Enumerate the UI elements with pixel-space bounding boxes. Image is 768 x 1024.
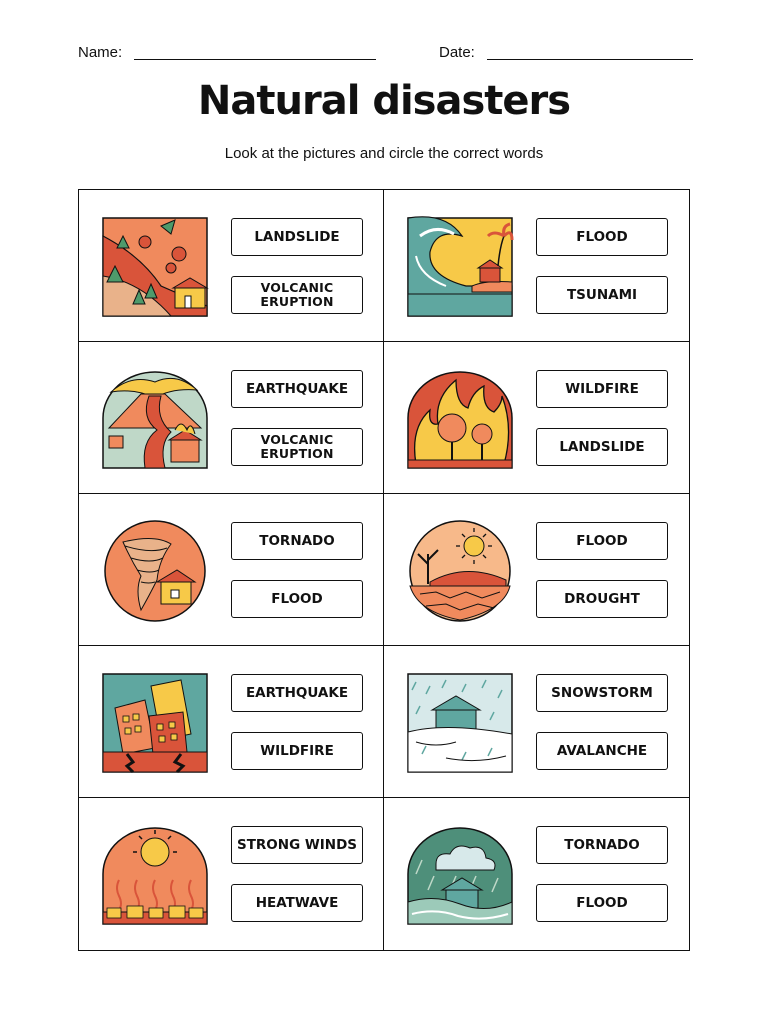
card-heatwave [79,798,384,950]
card-volcanic-eruption [79,342,384,494]
date-label: Date: [439,44,475,61]
tsunami-icon [406,216,514,318]
name-label: Name: [78,44,123,61]
option-strong-winds[interactable]: STRONG WINDS [231,826,363,864]
option-heatwave[interactable]: HEATWAVE [231,884,363,922]
option-flood[interactable]: FLOOD [231,580,363,618]
card-drought [384,494,689,646]
header-fields [78,42,694,64]
disaster-grid [78,189,690,951]
option-drought[interactable]: DROUGHT [536,580,668,618]
option-tornado[interactable]: TORNADO [231,522,363,560]
card-tornado [79,494,384,646]
option-flood[interactable]: FLOOD [536,522,668,560]
earthquake-icon [101,672,209,774]
option-wildfire[interactable]: WILDFIRE [231,732,363,770]
drought-icon [406,520,514,622]
option-flood[interactable]: FLOOD [536,218,668,256]
option-volcanic-eruption[interactable]: VOLCANIC ERUPTION [231,276,363,314]
option-tsunami[interactable]: TSUNAMI [536,276,668,314]
card-tsunami [384,190,689,342]
option-avalanche[interactable]: AVALANCHE [536,732,668,770]
option-wildfire[interactable]: WILDFIRE [536,370,668,408]
option-flood[interactable]: FLOOD [536,884,668,922]
volcanic-eruption-icon [101,368,209,470]
option-tornado[interactable]: TORNADO [536,826,668,864]
option-landslide[interactable]: LANDSLIDE [231,218,363,256]
option-earthquake[interactable]: EARTHQUAKE [231,674,363,712]
option-earthquake[interactable]: EARTHQUAKE [231,370,363,408]
card-landslide [79,190,384,342]
wildfire-icon [406,368,514,470]
flood-icon [406,824,514,926]
snowstorm-icon [406,672,514,774]
card-wildfire [384,342,689,494]
tornado-icon [101,520,209,622]
card-snowstorm [384,646,689,798]
instructions: Look at the pictures and circle the correct words [224,145,544,162]
card-flood [384,798,689,950]
card-earthquake [79,646,384,798]
landslide-icon [101,216,209,318]
option-snowstorm[interactable]: SNOWSTORM [536,674,668,712]
option-landslide[interactable]: LANDSLIDE [536,428,668,466]
date-field[interactable] [487,59,693,60]
heatwave-icon [101,824,209,926]
page-title: Natural disasters [197,78,571,124]
name-field[interactable] [134,59,376,60]
option-volcanic-eruption[interactable]: VOLCANIC ERUPTION [231,428,363,466]
